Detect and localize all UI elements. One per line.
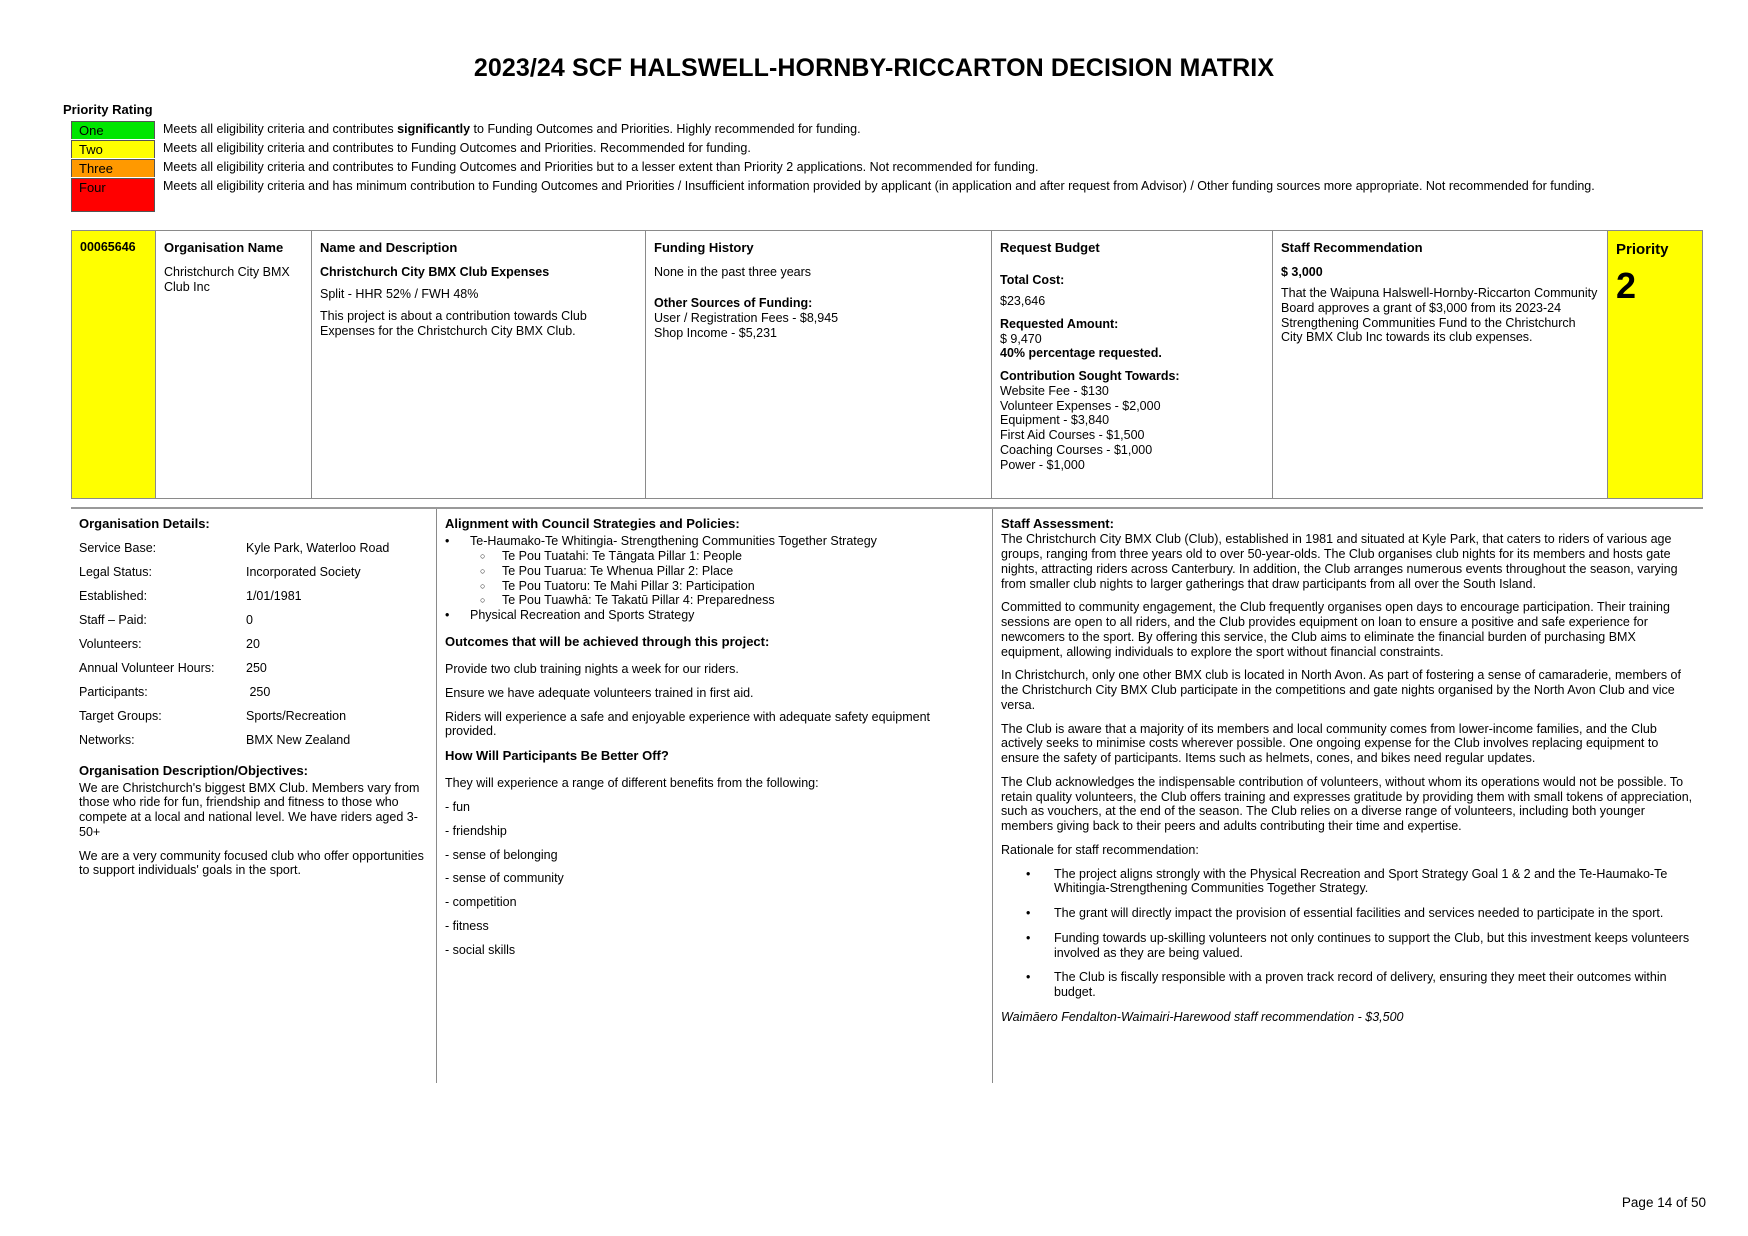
- detail-label: Participants:: [79, 685, 148, 700]
- detail-row: [79, 685, 428, 709]
- contribution-label: Contribution Sought Towards:: [1000, 369, 1180, 384]
- detail-label: Service Base:: [79, 541, 157, 556]
- rationale-item: • The project aligns strongly with the Physical Recreation and Sport Strategy Goal 1 & 2 and the Te-Haumako-Te Whitingia-Strengthening Communities Together Strategy.: [1054, 867, 1695, 897]
- pillar-item: ○ Te Pou Tuatahi: Te Tāngata Pillar 1: People: [502, 549, 984, 564]
- assessment-section: [71, 509, 1703, 1083]
- detail-value: Incorporated Society: [246, 565, 361, 580]
- better-off-heading: How Will Participants Be Better Off?: [445, 748, 669, 764]
- other-source-item: User / Registration Fees - $8,945: [654, 310, 839, 325]
- total-cost-value: $23,646: [1000, 294, 1046, 309]
- assessment-paragraph: The Christchurch City BMX Club (Club), established in 1981 and situated at Kyle Park, that caters to riders of various age groups, ranging from three years old to over 50-year-olds. The Club organises club nights for its members and hosts gate nights, attracting riders across Canterbury. In addition, the Club arranges numerous events throughout the season, varying from smaller club nights to larger gatherings that draw participants from all over the South Island.: [1001, 532, 1678, 591]
- rationale-item: • The grant will directly impact the provision of essential facilities and services needed to participate in the sport.: [1054, 906, 1695, 921]
- organisation-name: Christchurch City BMX Club Inc: [164, 265, 290, 295]
- funding-history-header: Funding History: [654, 240, 754, 255]
- contribution-item: Equipment - $3,840: [1000, 413, 1110, 428]
- detail-row: [79, 733, 428, 757]
- pillar-item: ○ Te Pou Tuatoru: Te Mahi Pillar 3: Participation: [502, 579, 984, 594]
- benefit-item: - fun: [445, 800, 471, 815]
- benefit-item: - fitness: [445, 918, 489, 933]
- staff-recommended-amount: $ 3,000: [1281, 265, 1323, 280]
- priority-desc-one: Meets all eligibility criteria and contributes significantly to Funding Outcomes and Priorities. Highly recommended for funding.: [163, 122, 861, 136]
- rationale-list: [1054, 867, 1695, 1000]
- requested-amount-value: $ 9,470: [1000, 331, 1042, 346]
- request-budget-header: Request Budget: [1000, 240, 1100, 255]
- rationale-item: • Funding towards up-skilling volunteers not only continues to support the Club, but this investment keeps volunteers involved as they are being valued.: [1054, 931, 1695, 961]
- detail-row: [79, 661, 428, 685]
- organisation-header: Organisation Name: [164, 240, 284, 255]
- priority-value: 2: [1616, 264, 1637, 306]
- page-title: 2023/24 SCF HALSWELL-HORNBY-RICCARTON DECISION MATRIX: [473, 54, 1275, 82]
- total-cost-label: Total Cost:: [1000, 273, 1065, 288]
- detail-label: Volunteers:: [79, 637, 142, 652]
- outcomes-heading: Outcomes that will be achieved through this project:: [445, 633, 770, 649]
- detail-label: Target Groups:: [79, 709, 162, 724]
- organisation-details-list: [79, 541, 428, 757]
- contribution-item: First Aid Courses - $1,500: [1000, 428, 1145, 443]
- benefit-item: - competition: [445, 895, 517, 910]
- detail-row: [79, 637, 428, 661]
- page-number: Page 14 of 50: [1621, 1195, 1706, 1210]
- detail-value: 1/01/1981: [246, 589, 302, 604]
- project-name: Christchurch City BMX Club Expenses: [320, 265, 550, 280]
- other-board-recommendation: Waimāero Fendalton-Waimairi-Harewood staff recommendation - $3,500: [1001, 1009, 1404, 1024]
- pillar-item: ○ Te Pou Tuarua: Te Whenua Pillar 2: Place: [502, 564, 984, 579]
- assessment-paragraph: In Christchurch, only one other BMX club is located in North Avon. As part of fostering a sense of camaraderie, members of the Christchurch City BMX Club participate in the competitions and gate nights organised by the North Avon Club and vice versa.: [1001, 668, 1681, 712]
- organisation-description: We are a very community focused club who offer opportunities to support individuals' goals in the sport.: [79, 848, 424, 878]
- other-sources-label: Other Sources of Funding:: [654, 296, 813, 311]
- priority-rating-heading: Priority Rating: [63, 102, 153, 117]
- priority-swatch-three: Three: [71, 159, 155, 177]
- assessment-paragraph: The Club acknowledges the indispensable contribution of volunteers, without whom its operations would not be possible. To retain quality volunteers, the Club offers training and expresses gratitude by providing them with small tokens of appreciation, such as vouchers, at the end of the season. The Club relies on a diverse range of volunteers, including both younger members giving back to their peers and adults contributing their time and expertise.: [1001, 774, 1693, 834]
- outcome-item: Ensure we have adequate volunteers trained in first aid.: [445, 685, 754, 700]
- funding-history-column: [646, 231, 992, 498]
- benefit-item: - sense of community: [445, 871, 564, 886]
- application-summary-table: [71, 230, 1703, 499]
- priority-level-one: [71, 121, 1671, 140]
- benefits-list: [445, 776, 984, 957]
- project-split: Split - HHR 52% / FWH 48%: [320, 287, 479, 302]
- priority-desc-two: Meets all eligibility criteria and contributes to Funding Outcomes and Priorities. Recommended for funding.: [163, 141, 751, 155]
- contribution-item: Website Fee - $130: [1000, 383, 1109, 398]
- priority-level-four: [71, 178, 1671, 212]
- priority-desc-four: Meets all eligibility criteria and has minimum contribution to Funding Outcomes and Priorities / Insufficient information provided by applicant (in application and after request from Advisor) / Other funding sources more appropriate. Not recommended for funding.: [163, 179, 1595, 193]
- assessment-paragraph: Committed to community engagement, the Club frequently organises open days to encourage participation. Their training sessions are open to all riders, and the Club provides equipment on loan to ensure a positive and safe experience for newcomers to the sport. By offering this service, the Club aims to eliminate the financial burden of purchasing BMX equipment, allowing individuals to explore the sport without financial constraints.: [1001, 600, 1670, 659]
- staff-recommendation-column: [1273, 231, 1608, 498]
- benefits-intro: They will experience a range of different benefits from the following:: [445, 776, 819, 791]
- other-source-item: Shop Income - $5,231: [654, 325, 777, 340]
- priority-header: Priority: [1616, 241, 1669, 258]
- rationale-heading: Rationale for staff recommendation:: [1001, 842, 1199, 857]
- strategy-item: • Physical Recreation and Sports Strategy: [470, 608, 984, 623]
- alignment-heading: Alignment with Council Strategies and Policies:: [445, 516, 740, 531]
- benefit-item: - friendship: [445, 823, 507, 838]
- detail-value: 250: [246, 685, 271, 700]
- funding-history-text: None in the past three years: [654, 265, 812, 280]
- strategy-item: • Te-Haumako-Te Whitingia- Strengthening Communities Together Strategy ○ Te Pou Tuatahi: Te Tāngata Pillar 1: People ○ Te Pou Tuarua: Te Whenua Pillar 2: Place ○ Te Pou Tuatoru: Te Mahi Pillar 3: Participation ○ Te Pou Tuawhā: Te Takatū Pillar 4: Preparedness: [470, 534, 984, 608]
- staff-recommendation-header: Staff Recommendation: [1281, 240, 1423, 255]
- name-description-header: Name and Description: [320, 240, 458, 255]
- detail-value: 20: [246, 637, 260, 652]
- assessment-paragraph: The Club is aware that a majority of its members and local community comes from lower-income families, and the Club actively seeks to minimise costs wherever possible. One ongoing expense for the Club involves replacing equipment to ensure the safety of participants. Items such as helmets, cones, and bikes need regular updates.: [1001, 721, 1659, 766]
- detail-row: [79, 709, 428, 733]
- percent-requested: 40% percentage requested.: [1000, 346, 1162, 361]
- benefit-item: - social skills: [445, 942, 516, 957]
- detail-label: Annual Volunteer Hours:: [79, 661, 215, 676]
- priority-swatch-four: Four: [71, 178, 155, 212]
- detail-label: Staff – Paid:: [79, 613, 147, 628]
- requested-amount-label: Requested Amount:: [1000, 316, 1119, 331]
- pillar-item: ○ Te Pou Tuawhā: Te Takatū Pillar 4: Preparedness: [502, 593, 984, 608]
- detail-value: 0: [246, 613, 253, 628]
- organisation-details-heading: Organisation Details:: [79, 516, 210, 531]
- detail-row: [79, 541, 428, 565]
- alignment-column: [437, 509, 993, 1083]
- detail-label: Networks:: [79, 733, 135, 748]
- outcome-item: Riders will experience a safe and enjoyable experience with adequate safety equipment provided.: [445, 709, 931, 739]
- priority-level-three: [71, 159, 1671, 178]
- priority-legend: [71, 121, 1671, 212]
- pillar-list: [502, 549, 984, 608]
- priority-desc-three: Meets all eligibility criteria and contributes to Funding Outcomes and Priorities but to a lesser extent than Priority 2 applications. Not recommended for funding.: [163, 160, 1039, 174]
- priority-column: [1608, 231, 1702, 498]
- rationale-item: • The Club is fiscally responsible with a proven track record of delivery, ensuring they meet their outcomes within budget.: [1054, 970, 1695, 1000]
- detail-row: [79, 613, 428, 637]
- contribution-item: Power - $1,000: [1000, 457, 1085, 472]
- detail-value: Kyle Park, Waterloo Road: [246, 541, 390, 556]
- priority-swatch-two: Two: [71, 140, 155, 158]
- contribution-item: Coaching Courses - $1,000: [1000, 442, 1153, 457]
- benefit-item: - sense of belonging: [445, 847, 558, 862]
- name-description-column: [312, 231, 646, 498]
- organisation-column: [156, 231, 312, 498]
- staff-assessment-column: [993, 509, 1703, 1083]
- outcome-item: Provide two club training nights a week for our riders.: [445, 662, 739, 677]
- detail-value: Sports/Recreation: [246, 709, 347, 724]
- application-id: 00065646: [72, 231, 156, 498]
- detail-value: 250: [246, 661, 267, 676]
- request-budget-column: [992, 231, 1273, 498]
- detail-label: Established:: [79, 589, 148, 604]
- detail-row: [79, 589, 428, 613]
- detail-value: BMX New Zealand: [246, 733, 351, 748]
- staff-recommendation-text: That the Waipuna Halswell-Hornby-Riccarton Community Board approves a grant of $3,000 from its 2023-24 Strengthening Communities Fund to the Christchurch City BMX Club Inc towards its club expenses.: [1281, 286, 1598, 345]
- organisation-description: We are Christchurch's biggest BMX Club. Members vary from those who ride for fun, friendship and fitness to those who compete at a local and national level. We have riders aged 3- 50+: [79, 780, 420, 839]
- detail-row: [79, 565, 428, 589]
- staff-assessment-heading: Staff Assessment:: [1001, 516, 1114, 531]
- priority-level-two: [71, 140, 1671, 159]
- priority-swatch-one: One: [71, 121, 155, 139]
- contribution-item: Volunteer Expenses - $2,000: [1000, 398, 1161, 413]
- organisation-details-column: [71, 509, 437, 1083]
- detail-label: Legal Status:: [79, 565, 152, 580]
- project-description: This project is about a contribution towards Club Expenses for the Christchurch City BMX Club.: [320, 308, 587, 338]
- organisation-description-heading: Organisation Description/Objectives:: [79, 763, 308, 779]
- strategy-list: [470, 534, 984, 623]
